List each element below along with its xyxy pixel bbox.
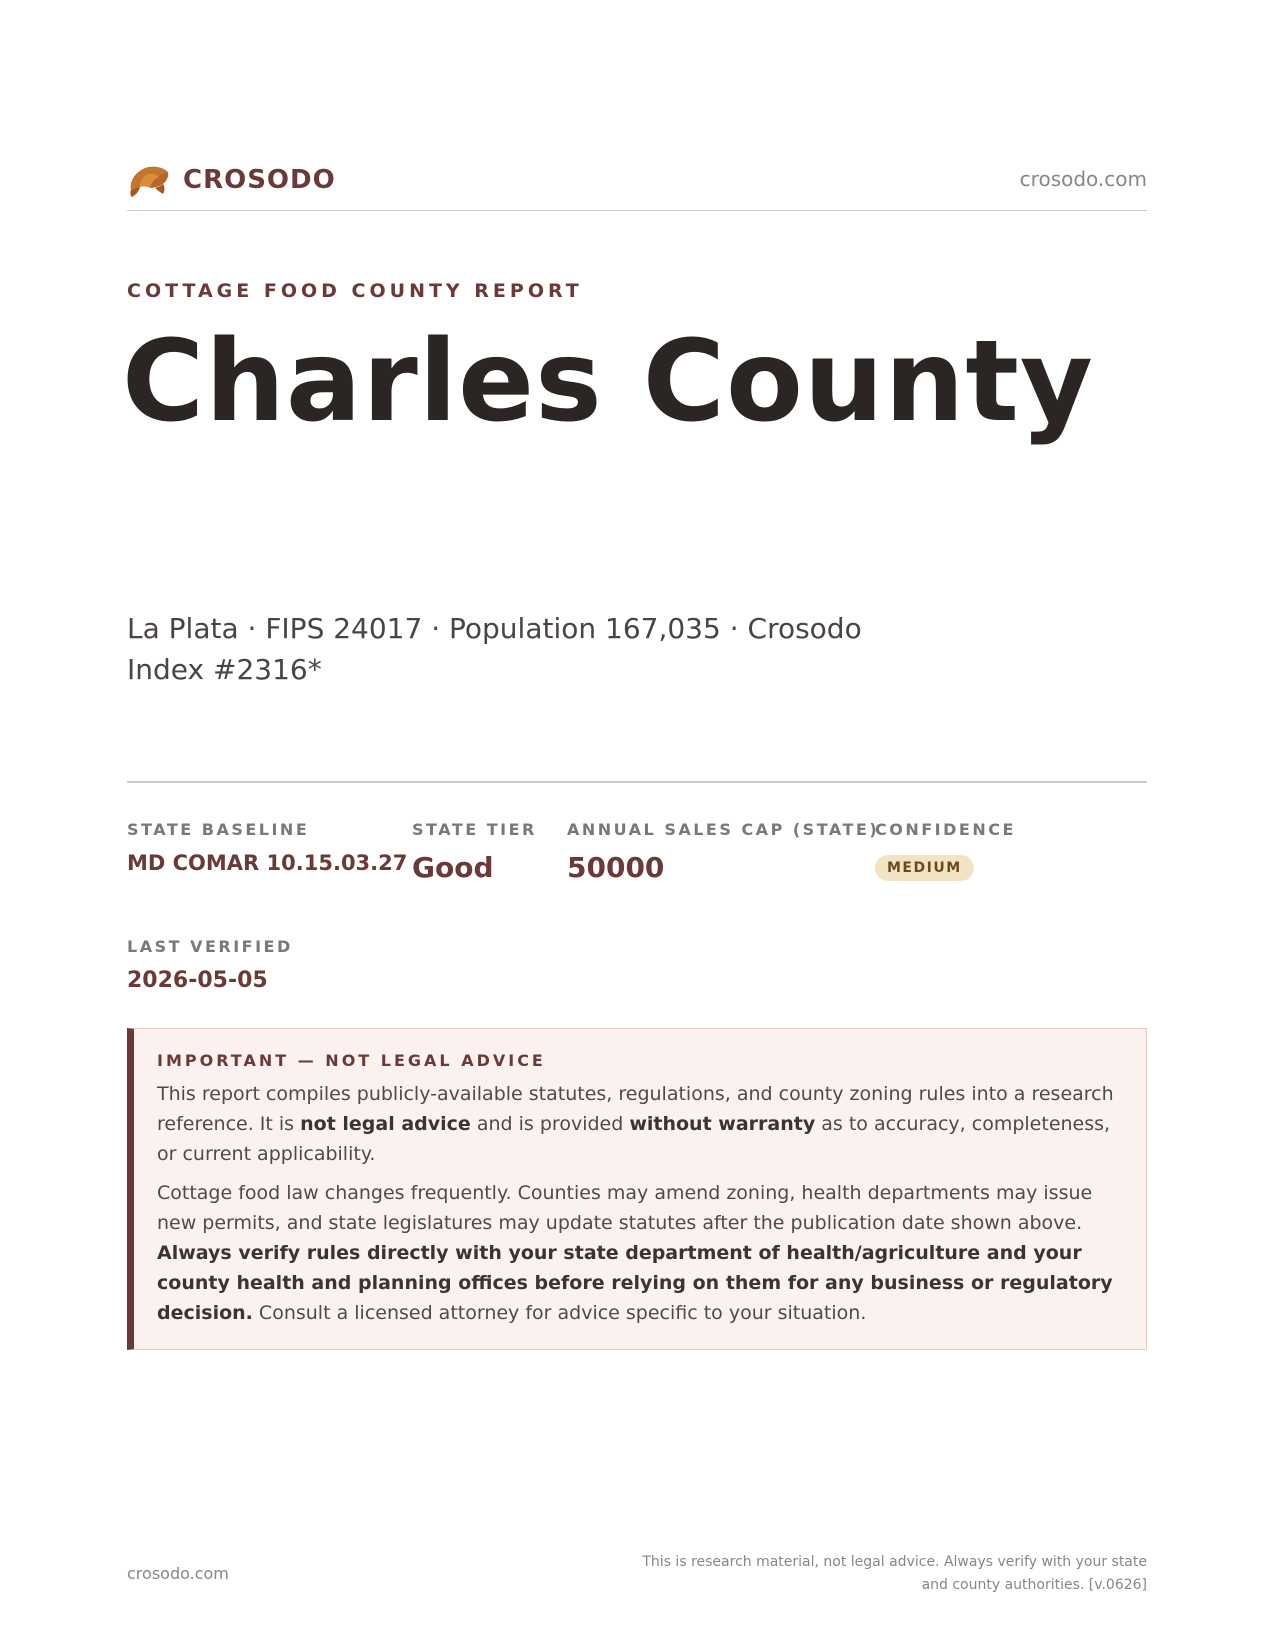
header-site-link[interactable]: crosodo.com <box>1019 167 1147 191</box>
notice-text: Consult a licensed attorney for advice specific to your situation. <box>252 1302 867 1324</box>
notice-text: Cottage food law changes frequently. Counties may amend zoning, health departments may issue new permits, and state legislatures may update statutes after the publication date shown above. <box>157 1182 1093 1234</box>
fact-value: Good <box>412 851 494 884</box>
fact-last-verified <box>127 937 293 993</box>
page-title: Charles County <box>122 317 1094 447</box>
fact-label: STATE BASELINE <box>127 820 310 839</box>
croissant-icon <box>127 160 171 200</box>
brand <box>127 160 336 200</box>
notice-title: IMPORTANT — NOT LEGAL ADVICE <box>157 1051 546 1070</box>
notice-paragraph <box>157 1079 1124 1169</box>
fact-label: CONFIDENCE <box>875 820 1016 839</box>
brand-name: CROSODO <box>183 165 336 195</box>
fact-sales-cap <box>567 820 879 884</box>
fact-label: ANNUAL SALES CAP (STATE) <box>567 820 880 839</box>
fact-state-tier <box>412 820 537 884</box>
notice-emphasis: without warranty <box>629 1113 816 1135</box>
notice-emphasis: not legal advice <box>300 1113 471 1135</box>
section-divider <box>127 781 1147 783</box>
fact-state-baseline <box>127 820 407 875</box>
footer-site-link[interactable]: crosodo.com <box>127 1564 229 1583</box>
page-header <box>127 157 1147 211</box>
notice-text: and is provided <box>470 1113 630 1135</box>
notice-text: as to accuracy, completeness, or current applicability. <box>157 1113 1111 1165</box>
notice-text: This report compiles publicly-available statutes, regulations, and county zoning rules into a research reference. It is <box>157 1083 1114 1135</box>
notice-paragraph <box>157 1178 1124 1328</box>
notice-emphasis: Always verify rules directly with your state department of health/agriculture and your county health and planning offices before relying on them for any business or regulatory decision. <box>157 1242 1113 1324</box>
fact-value: 2026-05-05 <box>127 968 268 993</box>
fact-label: LAST VERIFIED <box>127 937 293 956</box>
report-eyebrow: COTTAGE FOOD COUNTY REPORT <box>127 280 583 302</box>
fact-label: STATE TIER <box>412 820 537 839</box>
footer-disclaimer: This is research material, not legal advice. Always verify with your state and county authorities. [v.0626] <box>642 1554 1147 1593</box>
legal-notice <box>127 1028 1147 1350</box>
county-subtitle: La Plata · FIPS 24017 · Population 167,035 · Crosodo Index #2316* <box>127 612 862 686</box>
fact-value: MD COMAR 10.15.03.27 <box>127 851 408 875</box>
fact-confidence <box>875 820 1016 881</box>
confidence-badge: MEDIUM <box>875 855 974 881</box>
fact-value: 50000 <box>567 851 665 884</box>
